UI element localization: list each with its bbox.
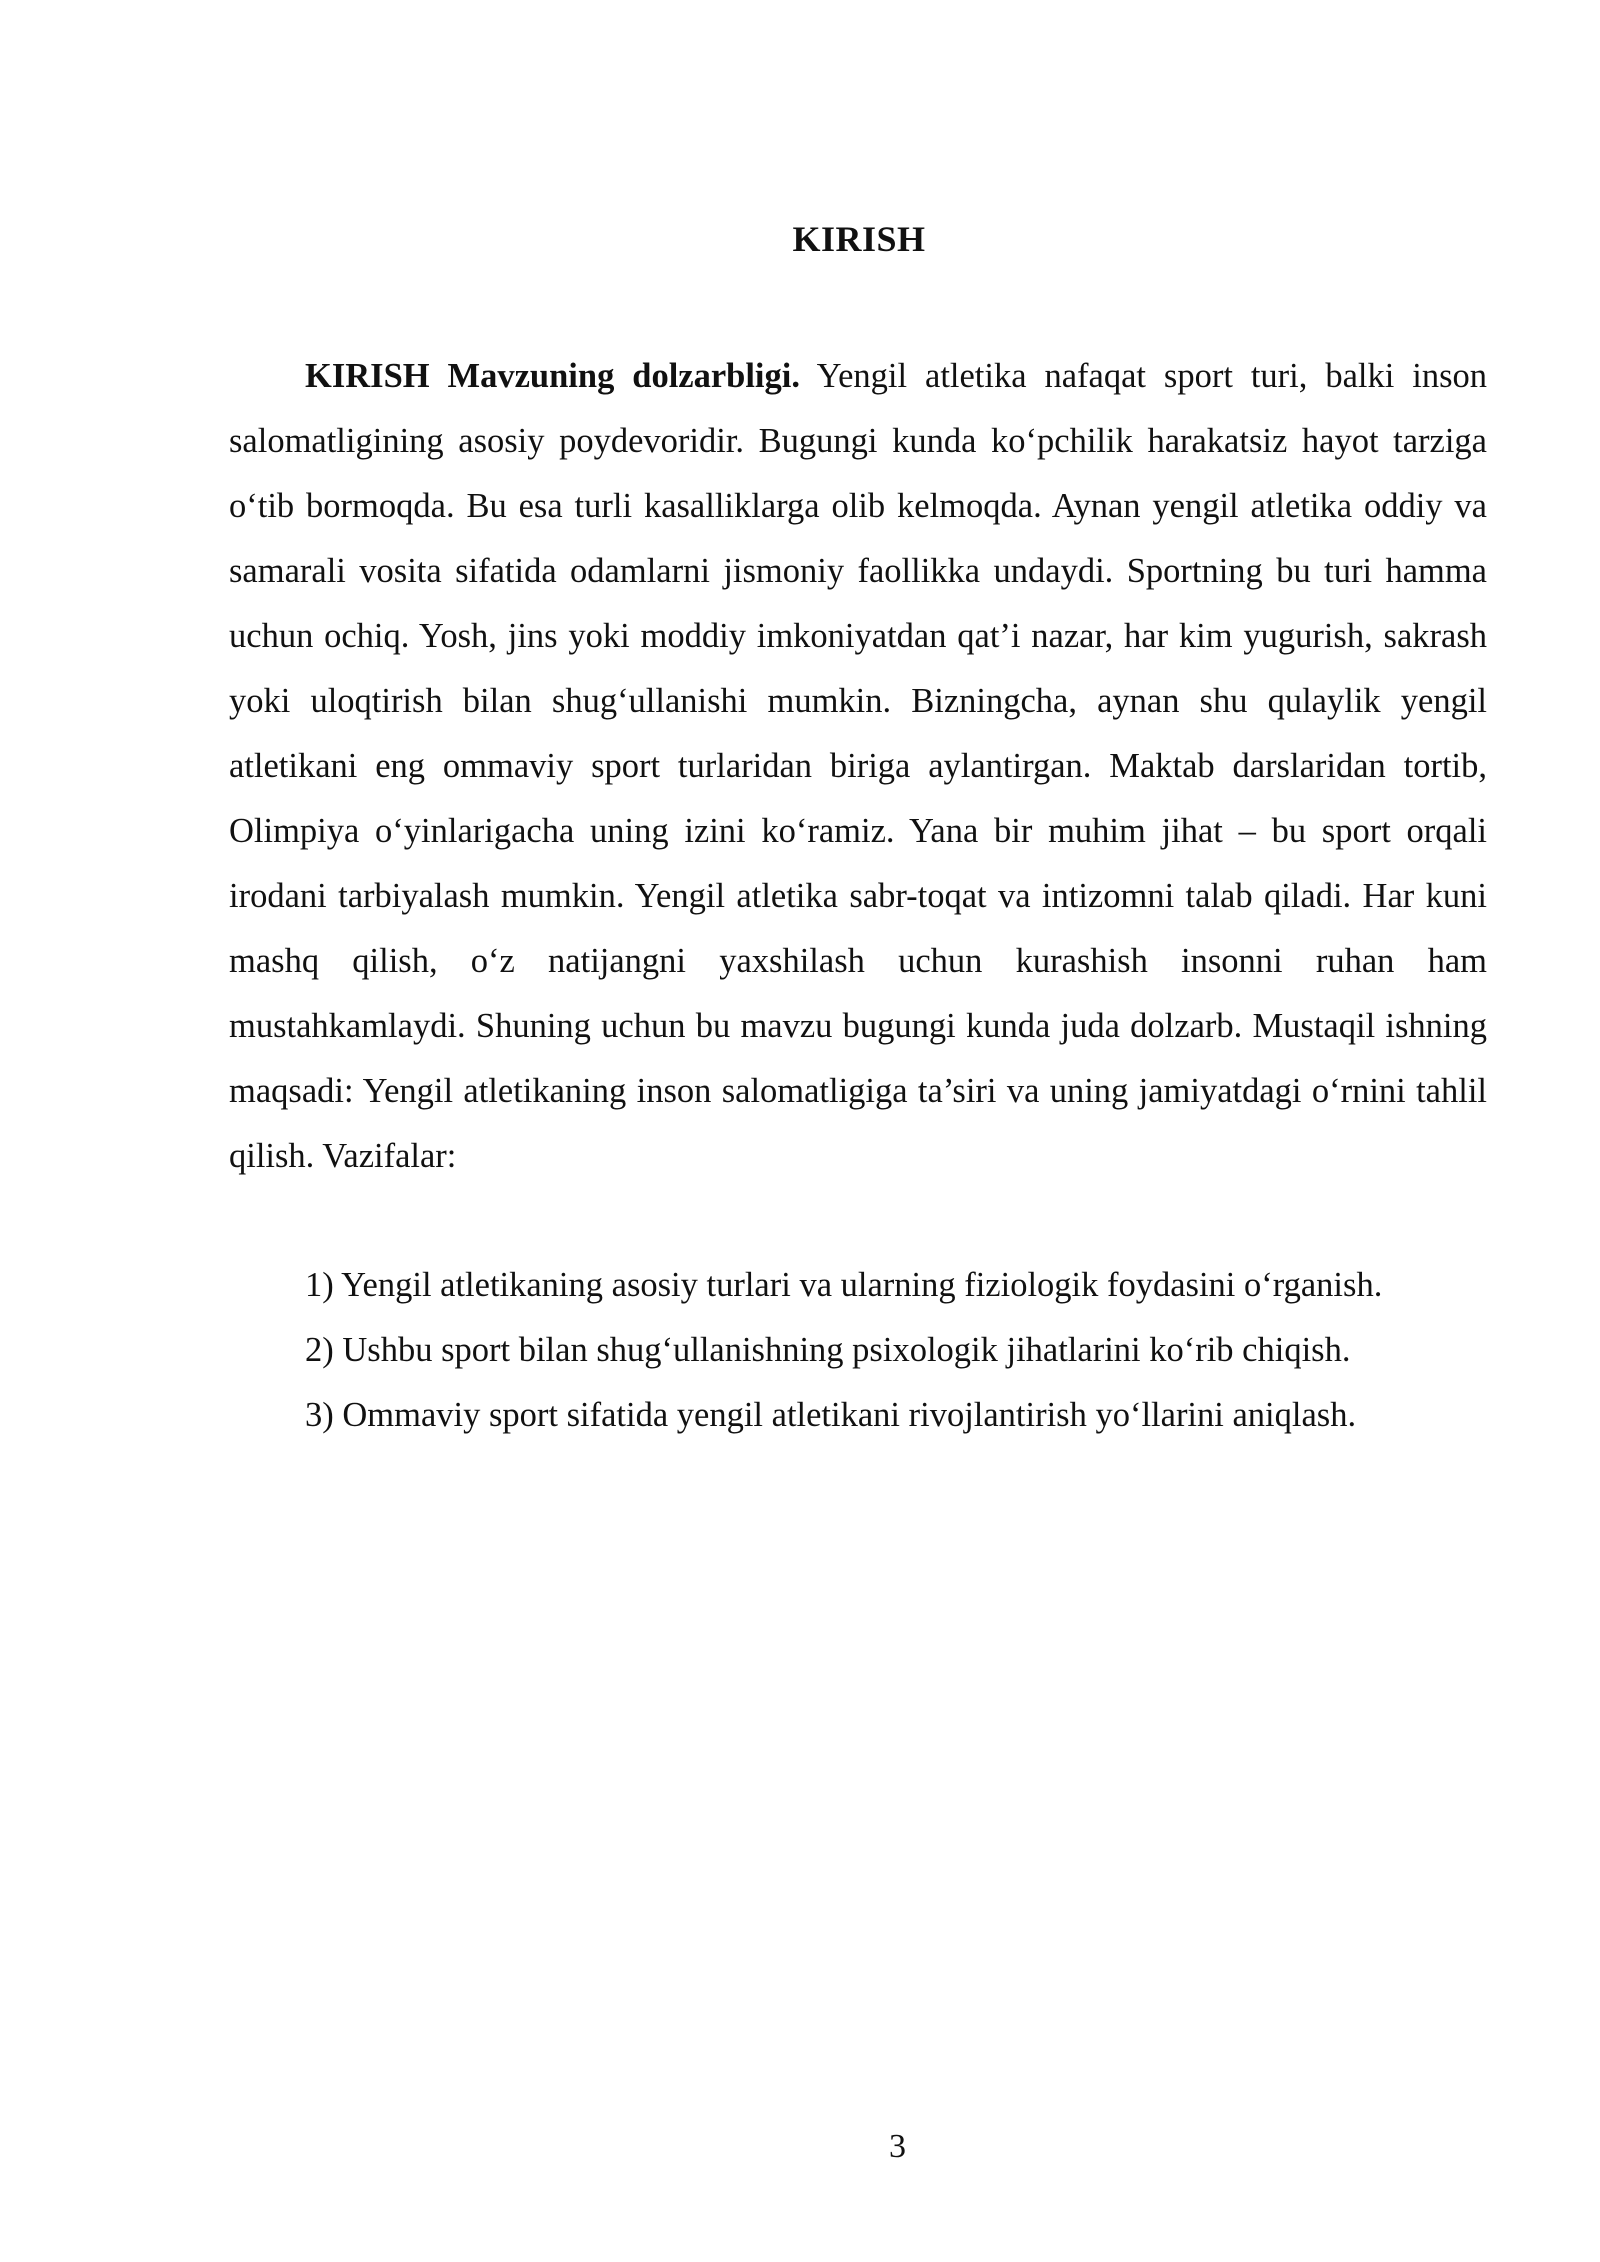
task-item-2: 2) Ushbu sport bilan shug‘ullanishning psixologik jihatlarini ko‘rib chiqish. [305,1331,1351,1369]
task-item-3: 3) Ommaviy sport sifatida yengil atletikani rivojlantirish yo‘llarini aniqlash. [305,1396,1357,1434]
section-title: KIRISH [792,219,926,259]
task-list [305,1253,1505,1448]
paragraph-lead: KIRISH Mavzuning dolzarbligi. [305,357,800,395]
task-item-1: 1) Yengil atletikaning asosiy turlari va ularning fiziologik foydasini o‘rganish. [305,1266,1383,1304]
intro-paragraph [229,344,1487,1189]
paragraph-text: Yengil atletika nafaqat sport turi, balki inson salomatligining asosiy poydevoridir. Bugungi kunda ko‘pchilik harakatsiz hayot tarziga o‘tib bormoqda. Bu esa turli kasalliklarga olib kelmoqda. Aynan yengil atletika oddiy va samarali vosita sifatida odamlarni jismoniy faollikka undaydi. Sportning bu turi hamma uchun ochiq. Yosh, jins yoki moddiy imkoniyatdan qat’i nazar, har kim yugurish, sakrash yoki uloqtirish bilan shug‘ullanishi mumkin. Bizningcha, aynan shu qulaylik yengil atletikani eng ommaviy sport turlaridan biriga aylantirgan. Maktab darslaridan tortib, Olimpiya o‘yinlarigacha uning izini ko‘ramiz. Yana bir muhim jihat – bu sport orqali irodani tarbiyalash mumkin. Yengil atletika sabr-toqat va intizomni talab qiladi. Har kuni mashq qilish, o‘z natijangni yaxshilash uchun kurashish insonni ruhan ham mustahkamlaydi. Shuning uchun bu mavzu bugungi kunda juda dolzarb. Mustaqil ishning maqsadi: Yengil atletikaning inson salomatligiga ta’siri va uning jamiyatdagi o‘rnini tahlil qilish. Vazifalar: [229,357,1487,1175]
page-number: 3 [889,2128,906,2165]
